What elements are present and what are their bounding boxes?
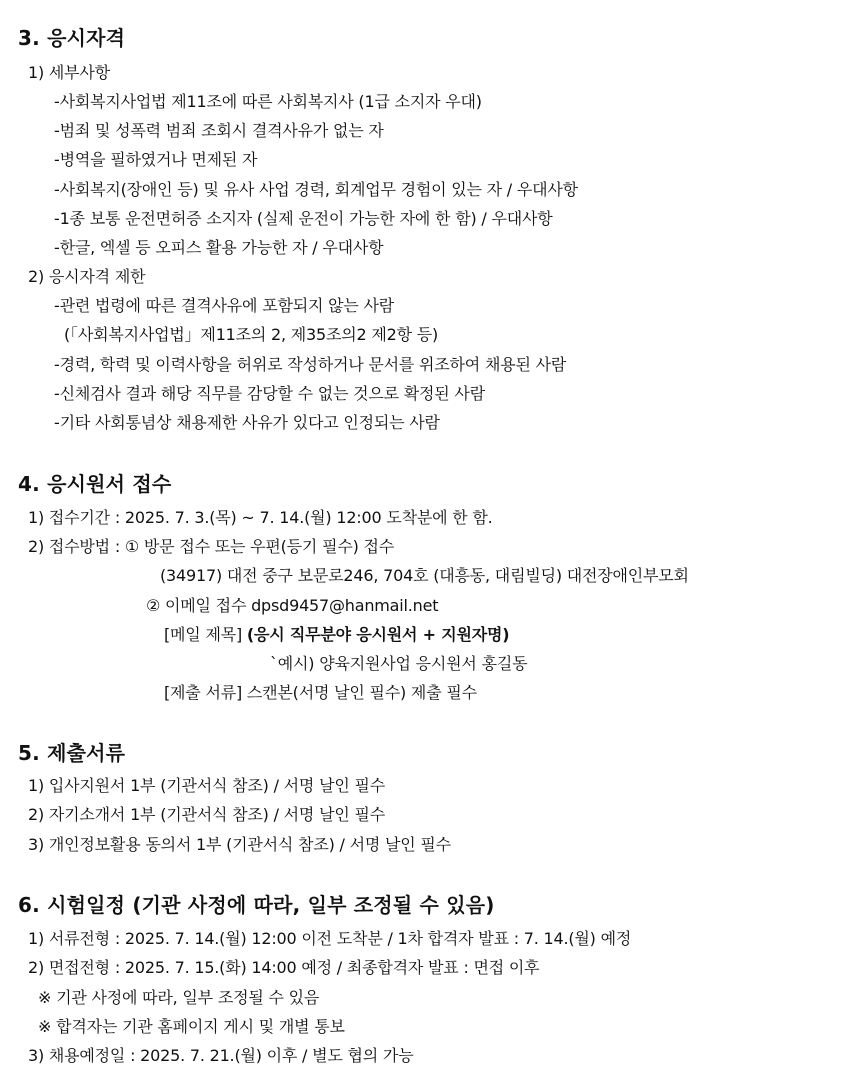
- receipt-address: (34917) 대전 중구 보문로246, 704호 (대흥동, 대림빌딩) 대전장애인부모회: [160, 566, 689, 585]
- schedule-document-screening: 1) 서류전형 : 2025. 7. 14.(월) 12:00 이전 도착분 / 1차 합격자 발표 : 7. 14.(월) 예정: [28, 929, 632, 948]
- mail-subject-row: [164, 625, 509, 645]
- section-4-heading: 4. 응시원서 접수: [18, 472, 172, 496]
- receipt-email: ② 이메일 접수 dpsd9457@hanmail.net: [146, 596, 439, 615]
- schedule-note: ※ 기관 사정에 따라, 일부 조정될 수 있음: [38, 988, 320, 1007]
- section-5-heading: 5. 제출서류: [18, 741, 126, 765]
- list-item: -사회복지사업법 제11조에 따른 사회복지사 (1급 소지자 우대): [54, 92, 482, 111]
- submit-docs-value: 스캔본(서명 날인 필수) 제출 필수: [246, 683, 477, 702]
- receipt-period: 1) 접수기간 : 2025. 7. 3.(목) ~ 7. 14.(월) 12:00 도착분에 한 함.: [28, 508, 493, 527]
- mail-subject-label: [메일 제목]: [164, 625, 242, 644]
- schedule-interview: 2) 면접전형 : 2025. 7. 15.(화) 14:00 예정 / 최종합격자 발표 : 면접 이후: [28, 958, 540, 977]
- mail-subject-value: (응시 직무분야 응시원서 + 지원자명): [246, 625, 510, 644]
- list-item: -병역을 필하였거나 면제된 자: [54, 150, 258, 169]
- list-item: 3) 개인정보활용 동의서 1부 (기관서식 참조) / 서명 날인 필수: [28, 835, 451, 854]
- section-6-heading: 6. 시험일정 (기관 사정에 따라, 일부 조정될 수 있음): [18, 893, 495, 917]
- list-item: -관련 법령에 따른 결격사유에 포함되지 않는 사람: [54, 296, 395, 315]
- list-item: -기타 사회통념상 채용제한 사유가 있다고 인정되는 사람: [54, 413, 440, 432]
- list-item: -사회복지(장애인 등) 및 유사 사업 경력, 회계업무 경험이 있는 자 / 우대사항: [54, 180, 578, 199]
- section-3-sub-2: 2) 응시자격 제한: [28, 267, 146, 286]
- submit-docs-label: [제출 서류]: [164, 683, 242, 702]
- list-item: 1) 입사지원서 1부 (기관서식 참조) / 서명 날인 필수: [28, 776, 385, 795]
- submit-docs-row: [164, 683, 477, 703]
- list-item: -1종 보통 운전면허증 소지자 (실제 운전이 가능한 자에 한 함) / 우대사항: [54, 209, 553, 228]
- mail-subject-example: `예시) 양육지원사업 응시원서 홍길동: [270, 654, 528, 673]
- list-item: (「사회복지사업법」제11조의 2, 제35조의2 제2항 등): [64, 325, 439, 344]
- list-item: -범죄 및 성폭력 범죄 조회시 결격사유가 없는 자: [54, 121, 384, 140]
- receipt-method: 2) 접수방법 : ① 방문 접수 또는 우편(등기 필수) 접수: [28, 537, 395, 556]
- section-3-sub-1: 1) 세부사항: [28, 63, 110, 82]
- list-item: -경력, 학력 및 이력사항을 허위로 작성하거나 문서를 위조하여 채용된 사람: [54, 355, 567, 374]
- list-item: -한글, 엑셀 등 오피스 활용 가능한 자 / 우대사항: [54, 238, 384, 257]
- section-3-heading: 3. 응시자격: [18, 26, 126, 50]
- list-item: 2) 자기소개서 1부 (기관서식 참조) / 서명 날인 필수: [28, 805, 385, 824]
- schedule-note: ※ 합격자는 기관 홈페이지 게시 및 개별 통보: [38, 1017, 345, 1036]
- schedule-hire-date: 3) 채용예정일 : 2025. 7. 21.(월) 이후 / 별도 협의 가능: [28, 1046, 414, 1065]
- list-item: -신체검사 결과 해당 직무를 감당할 수 없는 것으로 확정된 사람: [54, 384, 485, 403]
